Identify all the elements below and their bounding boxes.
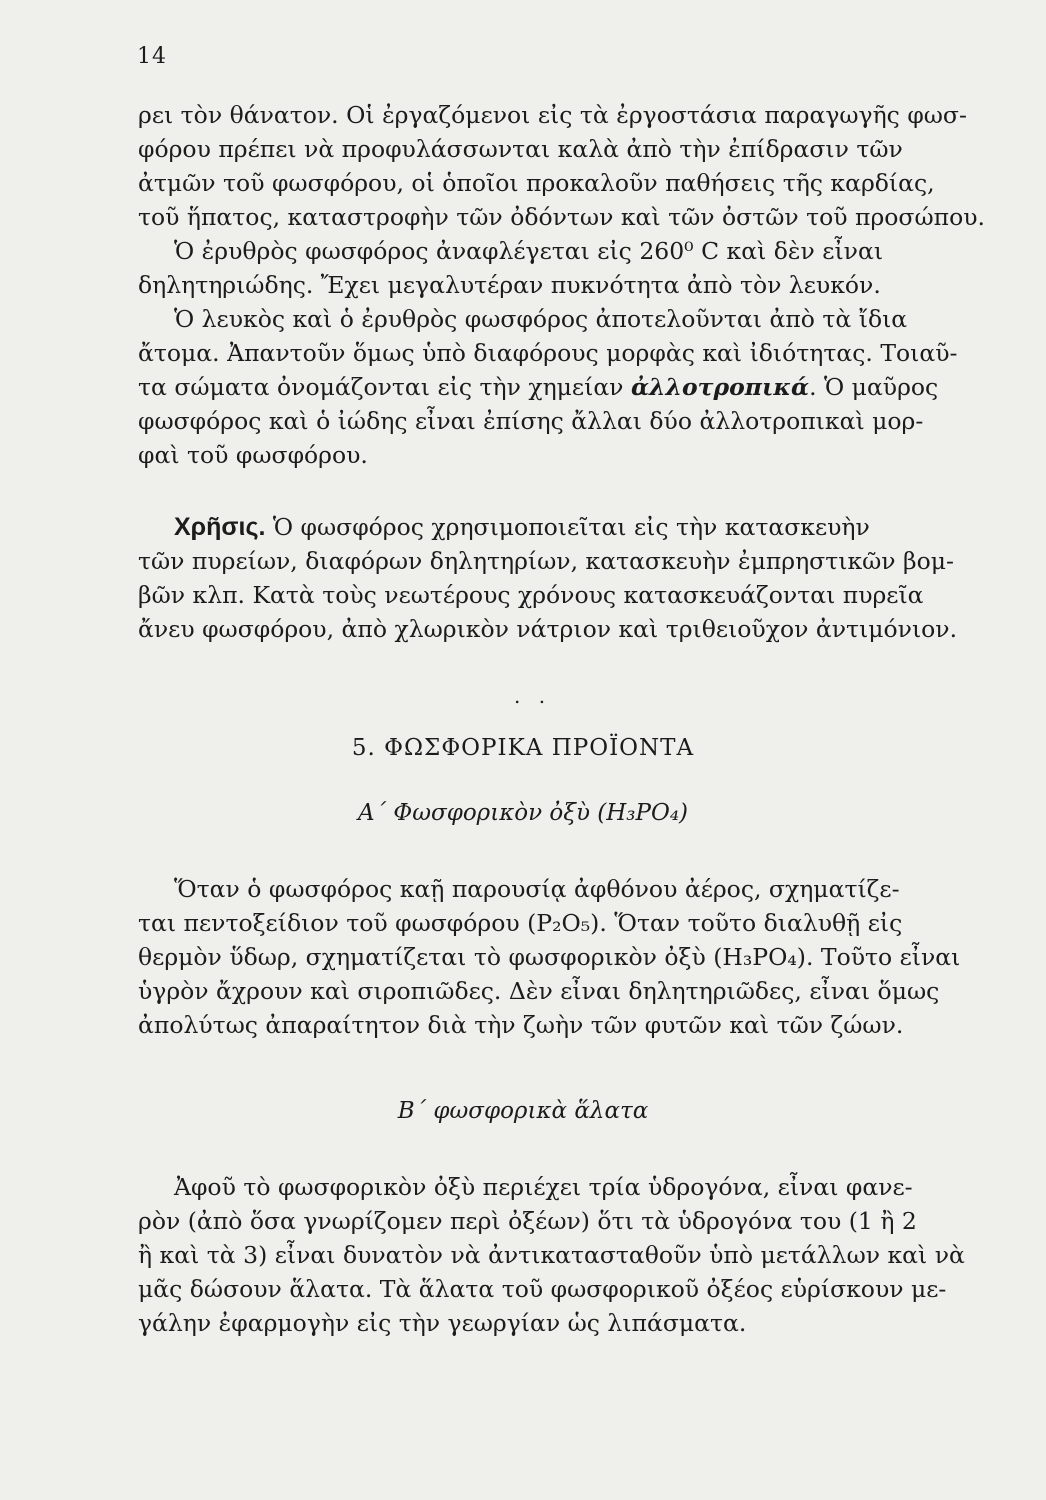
text-line: φωσφόρος καὶ ὁ ἰώδης εἶναι ἐπίσης ἄλλαι δύο ἀλλοτροπικαὶ μορ- — [138, 407, 924, 435]
page-number: 14 — [137, 44, 167, 69]
text-line: δηλητηριώδης. Ἔχει μεγαλυτέραν πυκνότητα ἀπὸ τὸν λευκόν. — [138, 271, 881, 299]
text-segment: τα σώματα ὀνομάζονται εἰς τὴν χημείαν — [138, 373, 631, 401]
text-line: τοῦ ἥπατος, καταστροφὴν τῶν ὀδόντων καὶ τῶν ὀστῶν τοῦ προσώπου. — [138, 203, 985, 231]
term-allotropic: ἀλλοτροπικά — [630, 373, 810, 401]
text-line: ἢ καὶ τὰ 3) εἶναι δυνατὸν νὰ ἀντικατασταθοῦν ὑπὸ μετάλλων καὶ νὰ — [138, 1241, 965, 1269]
text-line: ται πεντοξείδιον τοῦ φωσφόρου (P₂O₅). Ὅταν τοῦτο διαλυθῇ εἰς — [138, 909, 903, 937]
text-line: Ὁ ἐρυθρὸς φωσφόρος ἀναφλέγεται εἰς 260⁰ C καὶ δὲν εἶναι — [174, 237, 884, 265]
paragraph-allotropes — [138, 302, 978, 472]
subsection-b-title: Β΄ φωσφορικὰ ἅλατα — [397, 1098, 649, 1124]
text-line: ἀτμῶν τοῦ φωσφόρου, οἱ ὁποῖοι προκαλοῦν παθήσεις τῆς καρδίας, — [138, 169, 935, 197]
subsection-a-title: Α΄ Φωσφορικὸν ὀξὺ (H₃PO₄) — [357, 800, 689, 826]
text-line — [138, 370, 978, 404]
text-line: Ὅταν ὁ φωσφόρος καῇ παρουσίᾳ ἀφθόνου ἀέρος, σχηματίζε- — [174, 875, 900, 903]
text-line: Ἀφοῦ τὸ φωσφορικὸν ὀξὺ περιέχει τρία ὑδρογόνα, εἶναι φανε- — [174, 1173, 913, 1201]
uses-heading: Χρῆσις. — [174, 513, 266, 541]
text-line: θερμὸν ὕδωρ, σχηματίζεται τὸ φωσφορικὸν ὀξὺ (H₃PO₄). Τοῦτο εἶναι — [138, 943, 961, 971]
paragraph-red-phosphorus — [138, 234, 978, 302]
text-line: Ὁ λευκὸς καὶ ὁ ἐρυθρὸς φωσφόρος ἀποτελοῦνται ἀπὸ τὰ ἴδια — [174, 305, 908, 333]
text-line: μᾶς δώσουν ἅλατα. Τὰ ἅλατα τοῦ φωσφορικοῦ ὀξέος εὑρίσκουν με- — [138, 1275, 947, 1303]
text-line: ρὸν (ἀπὸ ὅσα γνωρίζομεν περὶ ὀξέων) ὅτι τὰ ὑδρογόνα του (1 ἢ 2 — [138, 1207, 917, 1235]
text-line: ἄτομα. Ἀπαντοῦν ὅμως ὑπὸ διαφόρους μορφὰς καὶ ἰδιότητας. Τοιαῦ- — [138, 339, 958, 367]
paragraph-uses — [138, 510, 978, 646]
paragraph-phosphate-salts — [138, 1170, 978, 1340]
text-line: ρει τὸν θάνατον. Οἱ ἐργαζόμενοι εἰς τὰ ἐργοστάσια παραγωγῆς φωσ- — [138, 101, 967, 129]
text-segment: . Ὁ μαῦρος — [809, 373, 939, 401]
text-line — [138, 510, 978, 544]
text-line: βῶν κλπ. Κατὰ τοὺς νεωτέρους χρόνους κατασκευάζονται πυρεῖα — [138, 581, 924, 609]
text-line: φαὶ τοῦ φωσφόρου. — [138, 441, 368, 469]
text-line: φόρου πρέπει νὰ προφυλάσσωνται καλὰ ἀπὸ τὴν ἐπίδρασιν τῶν — [138, 135, 903, 163]
text-line: ἄνευ φωσφόρου, ἀπὸ χλωρικὸν νάτριον καὶ τριθειοῦχον ἀντιμόνιον. — [138, 615, 958, 643]
section-title: 5. ΦΩΣΦΟΡΙΚΑ ΠΡΟΪΟΝΤΑ — [351, 735, 695, 761]
paragraph-toxicity — [138, 98, 985, 234]
decorative-dots: . . — [514, 684, 552, 708]
text-line: τῶν πυρείων, διαφόρων δηλητηρίων, κατασκευὴν ἐμπρηστικῶν βομ- — [138, 547, 954, 575]
paragraph-phosphoric-acid — [138, 872, 978, 1042]
text-line: γάλην ἐφαρμογὴν εἰς τὴν γεωργίαν ὡς λιπάσματα. — [138, 1309, 747, 1337]
text-segment: Ὁ φωσφόρος χρησιμοποιεῖται εἰς τὴν κατασκευὴν — [265, 513, 870, 541]
text-line: ὑγρὸν ἄχρουν καὶ σιροπιῶδες. Δὲν εἶναι δηλητηριῶδες, εἶναι ὅμως — [138, 977, 940, 1005]
text-line: ἀπολύτως ἀπαραίτητον διὰ τὴν ζωὴν τῶν φυτῶν καὶ τῶν ζώων. — [138, 1011, 904, 1039]
